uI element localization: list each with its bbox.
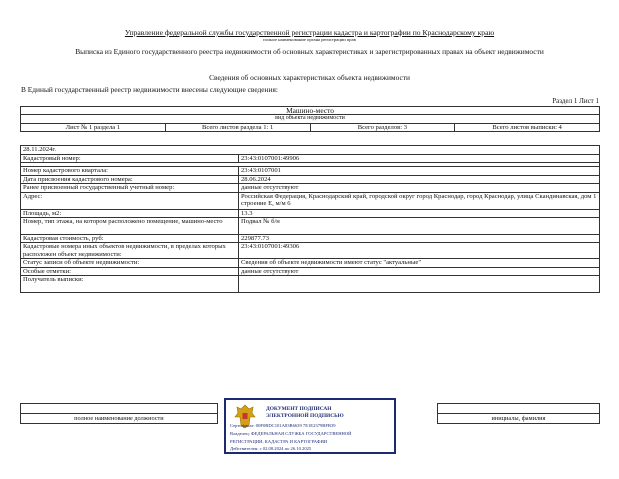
row-value: Подвал № б/н bbox=[239, 218, 600, 235]
row-label: Площадь, м2: bbox=[21, 209, 239, 217]
table-row bbox=[21, 235, 600, 243]
object-type-caption: вид объекта недвижимости bbox=[21, 115, 600, 123]
table-row bbox=[21, 259, 600, 267]
extract-date: 28.11.2024г. bbox=[21, 146, 600, 155]
registry-office-name: Управление федеральной службы государственной регистрации кадастра и картографии по Краснодарскому краю bbox=[124, 28, 495, 37]
row-value: Сведения об объекте недвижимости имеют статус "актуальные" bbox=[239, 259, 600, 267]
position-caption: полное наименование должности bbox=[21, 414, 218, 424]
row-label: Особые отметки: bbox=[21, 267, 239, 275]
row-value: 23:43:0107001:49306 bbox=[239, 243, 600, 259]
section-title: Сведения об основных характеристиках объекта недвижимости bbox=[209, 73, 410, 82]
table-row bbox=[21, 218, 600, 235]
stamp-validity: Действителен: с 02.08.2024 по 26.10.2025 bbox=[230, 446, 312, 451]
row-label: Кадастровые номера иных объектов недвижимости, в пределах которых расположен объект недвижимости: bbox=[21, 243, 239, 259]
row-value: 28.06.2024 bbox=[239, 175, 600, 183]
row-value: данные отсутствуют bbox=[239, 267, 600, 275]
electronic-signature-stamp bbox=[224, 398, 396, 454]
object-header-table bbox=[20, 106, 600, 132]
stamp-owner: Владелец: ФЕДЕРАЛЬНАЯ СЛУЖБА ГОСУДАРСТВЕННОЙ bbox=[230, 431, 352, 436]
row-label: Ранее присвоенный государственный учетный номер: bbox=[21, 184, 239, 192]
row-label: Адрес: bbox=[21, 192, 239, 209]
stamp-certificate: Сертификат: 00F0BDC101A83B6639 7E1E2379BFB39 bbox=[230, 423, 336, 428]
name-caption: инициалы, фамилия bbox=[437, 414, 599, 424]
sheet-number: Лист № 1 раздела 1 bbox=[21, 123, 166, 131]
table-row bbox=[21, 175, 600, 183]
table-row bbox=[21, 167, 600, 175]
name-field bbox=[437, 404, 599, 414]
characteristics-table bbox=[20, 145, 600, 293]
row-label: Номер кадастрового квартала: bbox=[21, 167, 239, 175]
row-label: Номер, тип этажа, на котором расположено помещение, машино-место bbox=[21, 218, 239, 235]
table-row bbox=[21, 192, 600, 209]
stamp-line-2: ЭЛЕКТРОННОЙ ПОДПИСЬЮ bbox=[266, 413, 344, 419]
stamp-owner-2: РЕГИСТРАЦИИ, КАДАСТРА И КАРТОГРАФИИ bbox=[230, 439, 328, 444]
document-title: Выписка из Единого государственного реестра недвижимости об основных характеристиках и зарегистрированных правах на объект недвижимости bbox=[75, 47, 544, 56]
sheets-in-section: Всего листов раздела 1: 1 bbox=[165, 123, 310, 131]
table-row bbox=[21, 209, 600, 217]
row-value: 23:43:0107001:49906 bbox=[239, 155, 600, 163]
object-type: Машино-место bbox=[21, 107, 600, 115]
row-value: 13.3 bbox=[239, 209, 600, 217]
intro-text: В Единый государственный реестр недвижимости внесены следующие сведения: bbox=[21, 85, 278, 94]
table-row bbox=[21, 267, 600, 275]
table-row bbox=[21, 155, 600, 163]
row-value: 23:43:0107001 bbox=[239, 167, 600, 175]
row-label: Дата присвоения кадастрового номера: bbox=[21, 175, 239, 183]
table-row bbox=[21, 184, 600, 192]
row-label: Кадастровая стоимость, руб: bbox=[21, 235, 239, 243]
sections-total: Всего разделов: 3 bbox=[310, 123, 455, 131]
sheets-total: Всего листов выписки: 4 bbox=[455, 123, 600, 131]
row-value: Российская Федерация, Краснодарский край, городской округ город Краснодар, город Краснодар, улица Скандинавская, дом 1 строение Е, м/м 6 bbox=[239, 192, 600, 209]
table-row bbox=[21, 243, 600, 259]
position-field bbox=[21, 404, 218, 414]
row-label: Статус записи об объекте недвижимости: bbox=[21, 259, 239, 267]
section-number: Раздел 1 Лист 1 bbox=[552, 97, 599, 105]
row-label: Кадастровый номер: bbox=[21, 155, 239, 163]
row-value: 229877.73 bbox=[239, 235, 600, 243]
row-label: Получатель выписки: bbox=[21, 276, 239, 293]
stamp-line-1: ДОКУМЕНТ ПОДПИСАН bbox=[266, 406, 332, 412]
table-row bbox=[21, 276, 600, 293]
registry-office-caption: полное наименование органа регистрации прав bbox=[263, 37, 356, 42]
row-value: данные отсутствуют bbox=[239, 184, 600, 192]
row-value bbox=[239, 276, 600, 293]
